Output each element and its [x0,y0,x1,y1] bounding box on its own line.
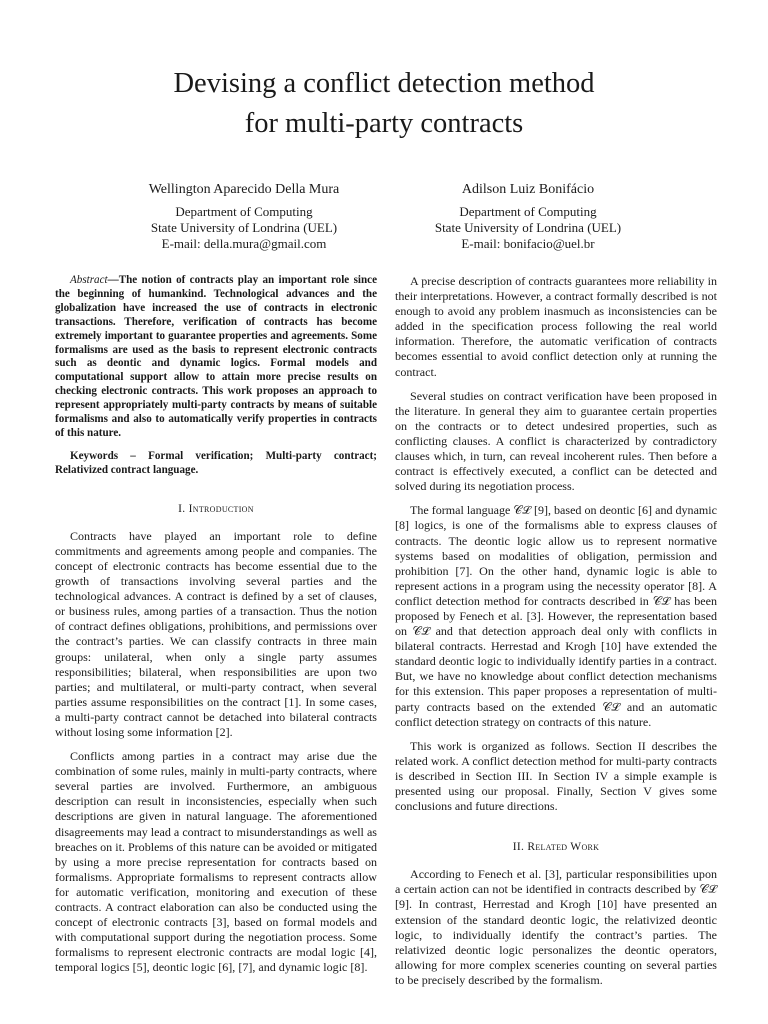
author-email: E-mail: della.mura@gmail.com [161,236,327,251]
author-university: State University of Londrina (UEL) [150,220,338,235]
title-line-1: Devising a conflict detection method [173,68,595,99]
keywords: Keywords – Formal verification; Multi-party contract; Relativized contract language. [55,449,377,476]
author-name: Wellington Aparecido Della Mura [148,182,340,197]
title-line-2: for multi-party contracts [244,108,524,139]
paper-title [0,64,768,144]
author-department: Department of Computing [459,204,597,219]
author-block-1 [79,181,409,252]
author-university: State University of Londrina (UEL) [434,220,622,235]
section-heading-related-work: II. Related Work [512,841,600,854]
author-department: Department of Computing [175,204,313,219]
intro-paragraph-2: Conflicts among parties in a contract may arise due the combination of some rules, mainly in multi-party contracts, where several parties are involved. Furthermore, an ambiguous description can result in inconsistencies, especially when such descriptions are given in natural language. The aforementioned disagreements may lead a contract to misunderstandings as well as breaches on it. Problems of this nature can be avoided or mitigated by using a more precise representation for contracts based on formalisms. Appropriate formalisms to represent contracts allow for automatic verification, monitoring and execution of these contracts. A contract elaboration can also be conducted using the concept of electronic contracts [3], based on formal models and with computational support during the negotiation process. Some formalisms to represent electronic contracts are modal logic [4], temporal logics [5], deontic logic [6], [7], and dynamic logic [8]. [55,749,377,975]
left-column [55,274,377,985]
right-paragraph-3: The formal language 𝒞ℒ [9], based on deontic [6] and dynamic [8] logics, is one of the formalisms able to express clauses of contracts. The deontic logic allow us to represent normative systems based on modalities of obligation, permission and prohibition [7]. On the other hand, dynamic logic is able to represent actions in a program using the necessity operator [8]. A conflict detection method for contracts described in 𝒞ℒ has been proposed by Fenech et al. [3]. However, the representation based on 𝒞ℒ and that detection approach deal only with conflicts in bilateral contracts. Herrestad and Krogh [10] have extended the standard deontic logic to individually identify parties in a contract. But, we have no knowledge about conflict detection mechanisms for this extension. This paper proposes a representation of multi-party contracts based on the extended 𝒞ℒ and an automatic conflict detection strategy on contracts of this nature. [395,503,717,729]
section-heading-introduction: I. Introduction [178,502,254,515]
right-paragraph-1: A precise description of contracts guarantees more reliability in their interpretations. However, a contract formally described is not enough to avoid any problem inasmuch as inconsistencies can be added in the specification process following the real world information. Therefore, the automatic verification of contracts becomes essential to avoid conflict detection only at running the contract. [395,274,717,379]
abstract-lead: Abstract [70,274,108,286]
author-block-2 [363,181,693,252]
right-paragraph-2: Several studies on contract verification have been proposed in the literature. In general they aim to guarantee certain properties on the contracts or to detect undesired properties, such as conflicting clauses. A conflict is characterized by contradictory clauses which, in turn, can reveal incoherent rules. Then before a contract is effectively executed, a conflict can be detected and solved during its negotiation process. [395,388,717,494]
abstract-text: —The notion of contracts play an important role since the beginning of humankind. Technological advances and the globalization have increased the use of contracts in electronic transactions. Therefore, verification of contracts has become extremely important to guarantee properties and agreements. Some formalisms are used as the basis to represent electronic contracts such as deontic and dynamic logics. Formal models and computational support allow to attain more precise results on checking electronic contracts. This work proposes an approach to represent appropriately multi-party contracts by means of suitable formalisms and also to automatically verify properties in contracts of this nature. [55,274,377,439]
right-column [395,274,717,997]
abstract [55,274,377,441]
author-name: Adilson Luiz Bonifácio [461,182,595,197]
author-email: E-mail: bonifacio@uel.br [461,236,595,251]
right-paragraph-4: This work is organized as follows. Section II describes the related work. A conflict detection method for multi-party contracts is described in Section III. In Section IV a simple example is presented using our proposal. Finally, Section V gives some conclusions and future directions. [395,738,717,814]
intro-paragraph-1: Contracts have played an important role to define commitments and agreements among people and companies. The concept of electronic contracts has become essential due to the growth of transactions involving several parties and the technological advances. A contract is defined by a set of clauses, or business rules, among parties of a transaction. Thus the notion of contract defines obligations, prohibitions, and permissions over the contract’s parties. We can classify contracts in three main groups: unilateral, when only a single party assumes responsibilities; bilateral, when responsibilities are upon two parties; and multilateral, or multi-party contract, when several parties assume responsibilities on the contract [1]. In some cases, a multi-party contract cannot be detached into bilateral contracts without losing some information [2]. [55,528,377,739]
related-paragraph-1: According to Fenech et al. [3], particular responsibilities upon a certain action can not be identified in contracts described by 𝒞ℒ [9]. In contrast, Herrestad and Krogh [10] have presented an extension of the standard deontic logic, the relativized deontic logic, to individually identify the contract’s parties. The relativized deontic logic personalizes the deontic operators, allowing for more complex sceneries counting on several parties to be precisely described by the formalism. [395,867,717,987]
